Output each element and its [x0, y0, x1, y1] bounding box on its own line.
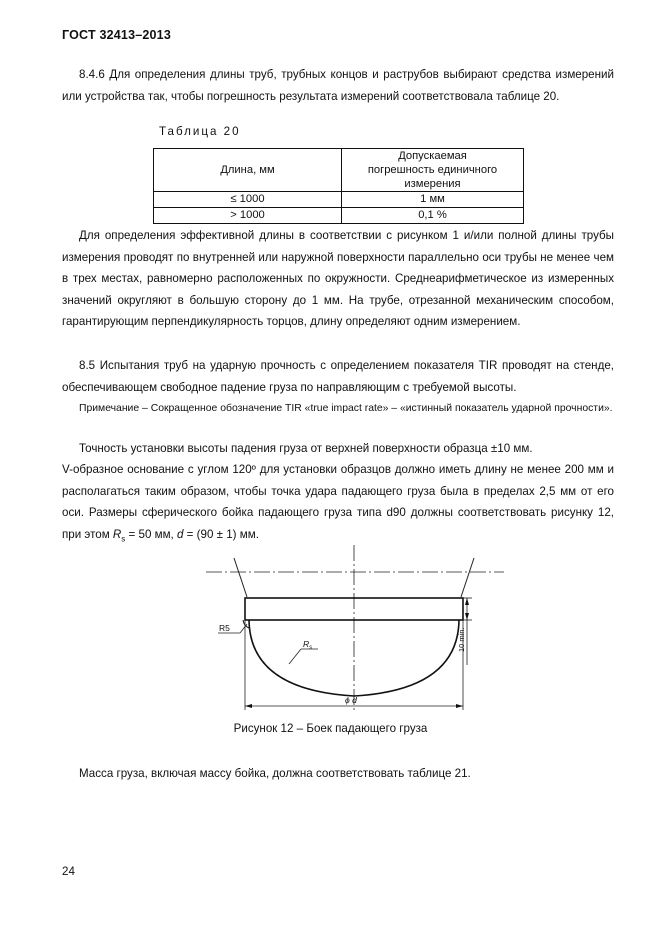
dim-arrow: [465, 613, 469, 620]
table-caption: Таблица 20: [159, 125, 241, 138]
figure-caption: Рисунок 12 – Боек падающего груза: [233, 722, 428, 735]
paragraph-mass: Масса груза, включая массу бойка, должна соответствовать таблице 21.: [79, 767, 471, 780]
label-r5: R5: [219, 623, 230, 633]
r5-leader-arrow: [240, 624, 247, 633]
rs-value: = 50 мм,: [125, 527, 177, 541]
label-10min: 10 min.: [457, 627, 466, 652]
table-header-cell: Длина, мм: [154, 149, 342, 192]
label-rs-sub: s: [309, 645, 313, 651]
table-cell: 1 мм: [342, 192, 524, 208]
paragraph-accuracy: Точность установки высоты падения груза от верхней поверхности образца ±10 мм.: [79, 442, 533, 455]
table-header-cell: Допускаемая погрешность единичного измерения: [342, 149, 524, 192]
document-header: ГОСТ 32413–2013: [62, 28, 171, 42]
paragraph-effective-length: Для определения эффективной длины в соответствии с рисунком 1 и/или полной длины трубы измерения проводят по внутренней или наружной поверхности параллельно оси трубы не менее чем в трех местах, равномерно расположенных по окружности. Среднеарифметическое из измеренных значений округляют в большую сторону до 1 мм. На трубе, отрезанной механическим способом, гарантирующим перпендикулярность торцов, длину определяют одним измерением.: [62, 229, 614, 328]
paragraph-8-5: 8.5 Испытания труб на ударную прочность с определением показателя TIR проводят на стенде, обеспечивающем свободное падение груза по направляющим с требуемой высоты.: [62, 359, 614, 394]
label-phi-d: ϕ d: [345, 695, 357, 705]
v-base-text: V-образное основание с углом 120º для установки образцов должно иметь длину не менее 200 мм и располагаться таким образом, чтобы точка удара падающего груза была в пределах 2,5 мм от его оси. Размеры сферического бойка падающего груза типа d90 должны соответствовать рисунку 12, при этом: [62, 463, 614, 541]
rs-subscript: s: [121, 533, 126, 543]
d-symbol: d: [177, 527, 184, 541]
table-cell: > 1000: [154, 208, 342, 224]
d-value: = (90 ± 1) мм.: [183, 527, 259, 541]
page-number: 24: [62, 865, 75, 878]
rs-symbol: R: [112, 527, 122, 541]
rs-leader: [289, 649, 301, 664]
label-rs-main: R: [303, 639, 310, 649]
table-cell: 0,1 %: [342, 208, 524, 224]
note: Примечание – Сокращенное обозначение TIR «true impact rate» – «истинный показатель ударной прочности».: [79, 403, 613, 414]
dim-arrow: [245, 704, 252, 708]
paragraph-8-4-6: 8.4.6 Для определения длины труб, трубных концов и раструбов выбирают средства измерений или устройства так, чтобы погрешность результата измерений соответствовала таблице 20.: [62, 68, 614, 103]
dim-arrow: [465, 598, 469, 605]
table-cell: ≤ 1000: [154, 192, 342, 208]
fillet-r5: [243, 620, 249, 628]
dim-arrow: [456, 704, 463, 708]
